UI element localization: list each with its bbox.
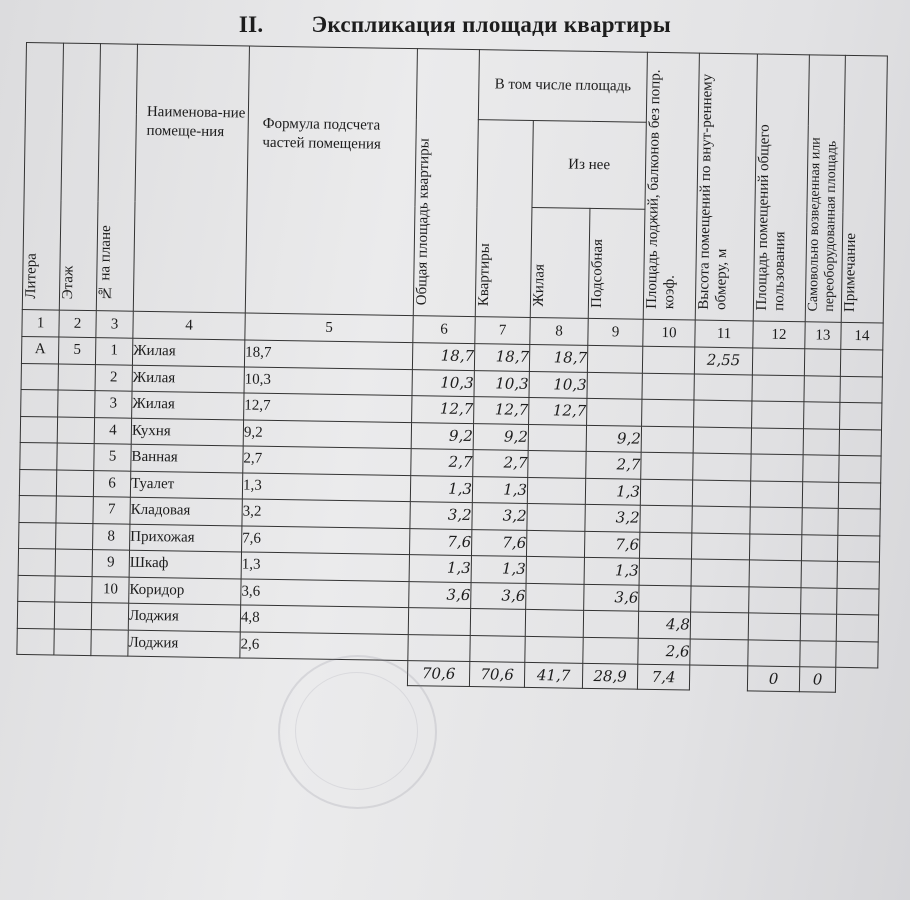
total-obshchego: 0 — [747, 666, 799, 692]
cell-litera — [18, 575, 55, 602]
cell-aux: 1,3 — [584, 557, 639, 584]
cell-name: Жилая — [132, 365, 244, 393]
cell-loggia — [642, 346, 694, 373]
cell-etazh — [56, 523, 93, 550]
cell-living — [526, 583, 584, 610]
cell-loggia — [642, 373, 694, 400]
total-zhilaya: 41,7 — [524, 662, 582, 688]
cell-aux: 1,3 — [585, 478, 640, 505]
cell-formula: 10,3 — [244, 366, 412, 395]
cell-living — [527, 477, 585, 504]
cell-etazh — [55, 549, 92, 576]
header-naimenovanie: Наименова-ние помеще-ния — [133, 44, 249, 313]
cell-flat: 7,6 — [471, 529, 526, 556]
cell-total: 3,6 — [409, 581, 471, 608]
cell-aux — [583, 610, 638, 637]
cell-aux — [587, 398, 642, 425]
cell-etazh: 5 — [58, 337, 95, 364]
cell-no: 4 — [94, 417, 131, 444]
cell-name: Коридор — [129, 577, 241, 605]
cell-empty — [803, 428, 839, 455]
header-vysota: Высота помещений по внут-реннему обмеру, м — [695, 53, 757, 321]
cell-aux — [587, 372, 642, 399]
cell-empty — [837, 588, 879, 615]
cell-empty — [836, 641, 878, 668]
cell-no — [91, 629, 128, 656]
cell-empty — [802, 508, 838, 535]
cell-empty — [838, 482, 880, 509]
cell-formula: 4,8 — [240, 605, 408, 634]
header-kvartiry: Квартиры — [475, 120, 533, 318]
cell-empty — [749, 586, 801, 613]
cell-etazh — [57, 417, 94, 444]
cell-etazh — [57, 443, 94, 470]
cell-empty — [748, 613, 800, 640]
cell-flat — [470, 609, 525, 636]
cell-litera — [17, 601, 54, 628]
cell-total: 12,7 — [412, 396, 474, 423]
cell-aux: 3,6 — [584, 584, 639, 611]
cell-etazh — [56, 496, 93, 523]
header-samovolno: Самовольно возведенная или переоборудованная площадь — [805, 55, 845, 323]
cell-litera — [19, 522, 56, 549]
cell-no — [91, 603, 128, 630]
cell-empty — [751, 454, 803, 481]
cell-height — [691, 586, 749, 613]
cell-formula: 7,6 — [242, 525, 410, 554]
cell-empty — [801, 587, 837, 614]
cell-formula: 2,7 — [243, 446, 411, 475]
col-number: 10 — [643, 319, 695, 347]
cell-total: 10,3 — [412, 369, 474, 396]
cell-empty — [840, 349, 882, 376]
cell-empty — [804, 402, 840, 429]
cell-living — [528, 424, 586, 451]
total-podsobnaya: 28,9 — [582, 663, 637, 689]
cell-living — [525, 609, 583, 636]
cell-loggia — [639, 558, 691, 585]
cell-formula: 3,6 — [241, 578, 409, 607]
cell-no: 10 — [92, 576, 129, 603]
cell-total: 2,7 — [411, 449, 473, 476]
header-zhilaya: Жилая — [530, 207, 590, 318]
cell-loggia: 2,6 — [638, 638, 690, 665]
cell-formula: 12,7 — [244, 393, 412, 422]
cell-flat: 12,7 — [474, 397, 529, 424]
total-lodzhii: 7,4 — [637, 664, 689, 690]
col-number: 11 — [695, 320, 753, 348]
cell-litera — [20, 416, 57, 443]
cell-height — [690, 639, 748, 666]
col-number: 3 — [96, 311, 133, 339]
col-number: 12 — [753, 321, 805, 349]
cell-etazh — [54, 602, 91, 629]
total-kvartiry: 70,6 — [469, 662, 524, 688]
cell-no: 7 — [93, 497, 130, 524]
cell-empty — [804, 375, 840, 402]
cell-total — [408, 634, 470, 661]
cell-height — [691, 559, 749, 586]
cell-empty — [839, 429, 881, 456]
header-row-1 — [25, 43, 887, 127]
cell-total: 3,2 — [410, 502, 472, 529]
cell-name: Жилая — [132, 338, 244, 366]
cell-empty — [749, 560, 801, 587]
col-number: 1 — [22, 309, 59, 337]
cell-name: Прихожая — [130, 524, 242, 552]
cell-total: 1,3 — [410, 475, 472, 502]
cell-living — [526, 530, 584, 557]
cell-aux — [583, 637, 638, 664]
cell-formula: 18,7 — [244, 340, 412, 369]
cell-height — [691, 533, 749, 560]
cell-height: 2,55 — [694, 347, 752, 374]
cell-height — [690, 612, 748, 639]
header-formula: Формула подсчета частей помещения — [245, 46, 417, 316]
header-podsobnaya: Подсобная — [588, 208, 645, 319]
cell-empty — [752, 374, 804, 401]
col-number: 7 — [475, 317, 530, 345]
col-number: 9 — [588, 318, 643, 346]
cell-total: 7,6 — [409, 528, 471, 555]
cell-litera — [21, 363, 58, 390]
cell-loggia — [640, 505, 692, 532]
cell-formula: 1,3 — [241, 552, 409, 581]
cell-empty — [752, 401, 804, 428]
cell-no: 6 — [93, 470, 130, 497]
cell-no: 5 — [94, 444, 131, 471]
cell-name: Лоджия — [128, 630, 240, 658]
cell-aux — [587, 345, 642, 372]
page-title — [0, 12, 910, 38]
cell-empty — [837, 561, 879, 588]
cell-total: 1,3 — [409, 555, 471, 582]
col-number: 13 — [805, 322, 841, 350]
faint-stamp-inner — [295, 672, 418, 790]
section-title: Экспликация площади квартиры — [311, 12, 672, 37]
cell-living: 18,7 — [529, 344, 587, 371]
total-obshchaya: 70,6 — [407, 661, 469, 687]
cell-no: 2 — [95, 364, 132, 391]
cell-no: 8 — [93, 523, 130, 550]
col-number: 6 — [413, 316, 475, 344]
cell-empty — [750, 507, 802, 534]
cell-aux: 9,2 — [586, 425, 641, 452]
cell-etazh — [56, 470, 93, 497]
cell-loggia — [642, 399, 694, 426]
cell-flat — [470, 635, 525, 662]
cell-empty — [802, 481, 838, 508]
cell-total — [408, 608, 470, 635]
cell-empty — [801, 561, 837, 588]
cell-living — [526, 556, 584, 583]
totals-end — [835, 667, 877, 693]
header-obshchego: Площадь помещений общего пользования — [753, 54, 809, 322]
cell-empty — [804, 349, 840, 376]
header-primechanie: Примечание — [841, 55, 887, 323]
cell-etazh — [58, 364, 95, 391]
cell-flat: 9,2 — [473, 423, 528, 450]
cell-empty — [752, 348, 804, 375]
cell-height — [693, 427, 751, 454]
cell-litera — [21, 389, 58, 416]
cell-formula: 2,6 — [240, 631, 408, 660]
cell-height — [694, 400, 752, 427]
cell-living — [525, 636, 583, 663]
cell-empty — [837, 535, 879, 562]
cell-loggia: 4,8 — [638, 611, 690, 638]
cell-litera — [19, 495, 56, 522]
cell-flat: 18,7 — [474, 344, 529, 371]
cell-flat: 1,3 — [471, 556, 526, 583]
cell-litera — [18, 548, 55, 575]
cell-litera — [19, 469, 56, 496]
cell-empty — [751, 427, 803, 454]
cell-loggia — [641, 426, 693, 453]
cell-empty — [803, 455, 839, 482]
col-number: 2 — [59, 310, 96, 338]
cell-loggia — [639, 532, 691, 559]
cell-aux: 2,7 — [586, 451, 641, 478]
header-litera: Литера — [22, 43, 63, 311]
cell-empty — [840, 402, 882, 429]
cell-no: 9 — [92, 550, 129, 577]
header-lodzhii: Площадь лоджий, балконов без попр. коэф. — [643, 52, 699, 320]
cell-formula: 3,2 — [242, 499, 410, 528]
cell-etazh — [54, 629, 91, 656]
totals-gap — [689, 665, 747, 691]
cell-empty — [800, 640, 836, 667]
cell-loggia — [639, 585, 691, 612]
cell-litera — [17, 628, 54, 655]
cell-flat: 1,3 — [472, 476, 527, 503]
cell-loggia — [641, 452, 693, 479]
cell-loggia — [640, 479, 692, 506]
cell-height — [694, 374, 752, 401]
header-etazh: Этаж — [59, 43, 100, 311]
cell-name: Туалет — [130, 471, 242, 499]
cell-name: Шкаф — [129, 550, 241, 578]
cell-total: 18,7 — [412, 343, 474, 370]
data-rows — [17, 336, 883, 667]
col-number: 8 — [530, 317, 588, 345]
cell-flat: 10,3 — [474, 370, 529, 397]
cell-aux: 7,6 — [584, 531, 639, 558]
cell-no: 1 — [95, 338, 132, 365]
cell-empty — [801, 534, 837, 561]
cell-formula: 1,3 — [242, 472, 410, 501]
cell-etazh — [55, 576, 92, 603]
cell-height — [692, 506, 750, 533]
cell-living — [528, 450, 586, 477]
cell-height — [692, 480, 750, 507]
header-no-na-plane: № на плане — [96, 44, 137, 312]
col-number: 5 — [245, 313, 413, 343]
total-samovolno: 0 — [799, 667, 835, 693]
cell-flat: 3,6 — [471, 582, 526, 609]
cell-empty — [749, 533, 801, 560]
cell-aux: 3,2 — [585, 504, 640, 531]
cell-total: 9,2 — [411, 422, 473, 449]
cell-litera: А — [21, 336, 58, 363]
totals-spacer — [16, 654, 407, 685]
cell-name: Ванная — [131, 444, 243, 472]
cell-empty — [750, 480, 802, 507]
cell-name: Лоджия — [128, 603, 240, 631]
cell-empty — [748, 639, 800, 666]
cell-living: 10,3 — [529, 371, 587, 398]
cell-etazh — [58, 390, 95, 417]
header-v-tom-chisle: В том числе площадь — [478, 50, 647, 123]
cell-empty — [839, 455, 881, 482]
cell-name: Кухня — [131, 418, 243, 446]
cell-flat: 2,7 — [473, 450, 528, 477]
cell-empty — [836, 614, 878, 641]
explication-table — [16, 42, 888, 693]
cell-name: Кладовая — [130, 497, 242, 525]
cell-name: Жилая — [132, 391, 244, 419]
cell-empty — [840, 376, 882, 403]
cell-formula: 9,2 — [243, 419, 411, 448]
cell-empty — [800, 614, 836, 641]
cell-living: 12,7 — [529, 397, 587, 424]
header-iz-nee: Из нее — [532, 120, 646, 209]
cell-height — [693, 453, 751, 480]
col-number: 14 — [841, 322, 883, 350]
cell-litera — [20, 442, 57, 469]
header-obshchaya: Общая площадь квартиры — [413, 49, 479, 317]
cell-no: 3 — [95, 391, 132, 418]
cell-living — [527, 503, 585, 530]
cell-flat: 3,2 — [472, 503, 527, 530]
cell-empty — [838, 508, 880, 535]
section-number: II. — [238, 12, 264, 37]
col-number: 4 — [133, 311, 245, 340]
